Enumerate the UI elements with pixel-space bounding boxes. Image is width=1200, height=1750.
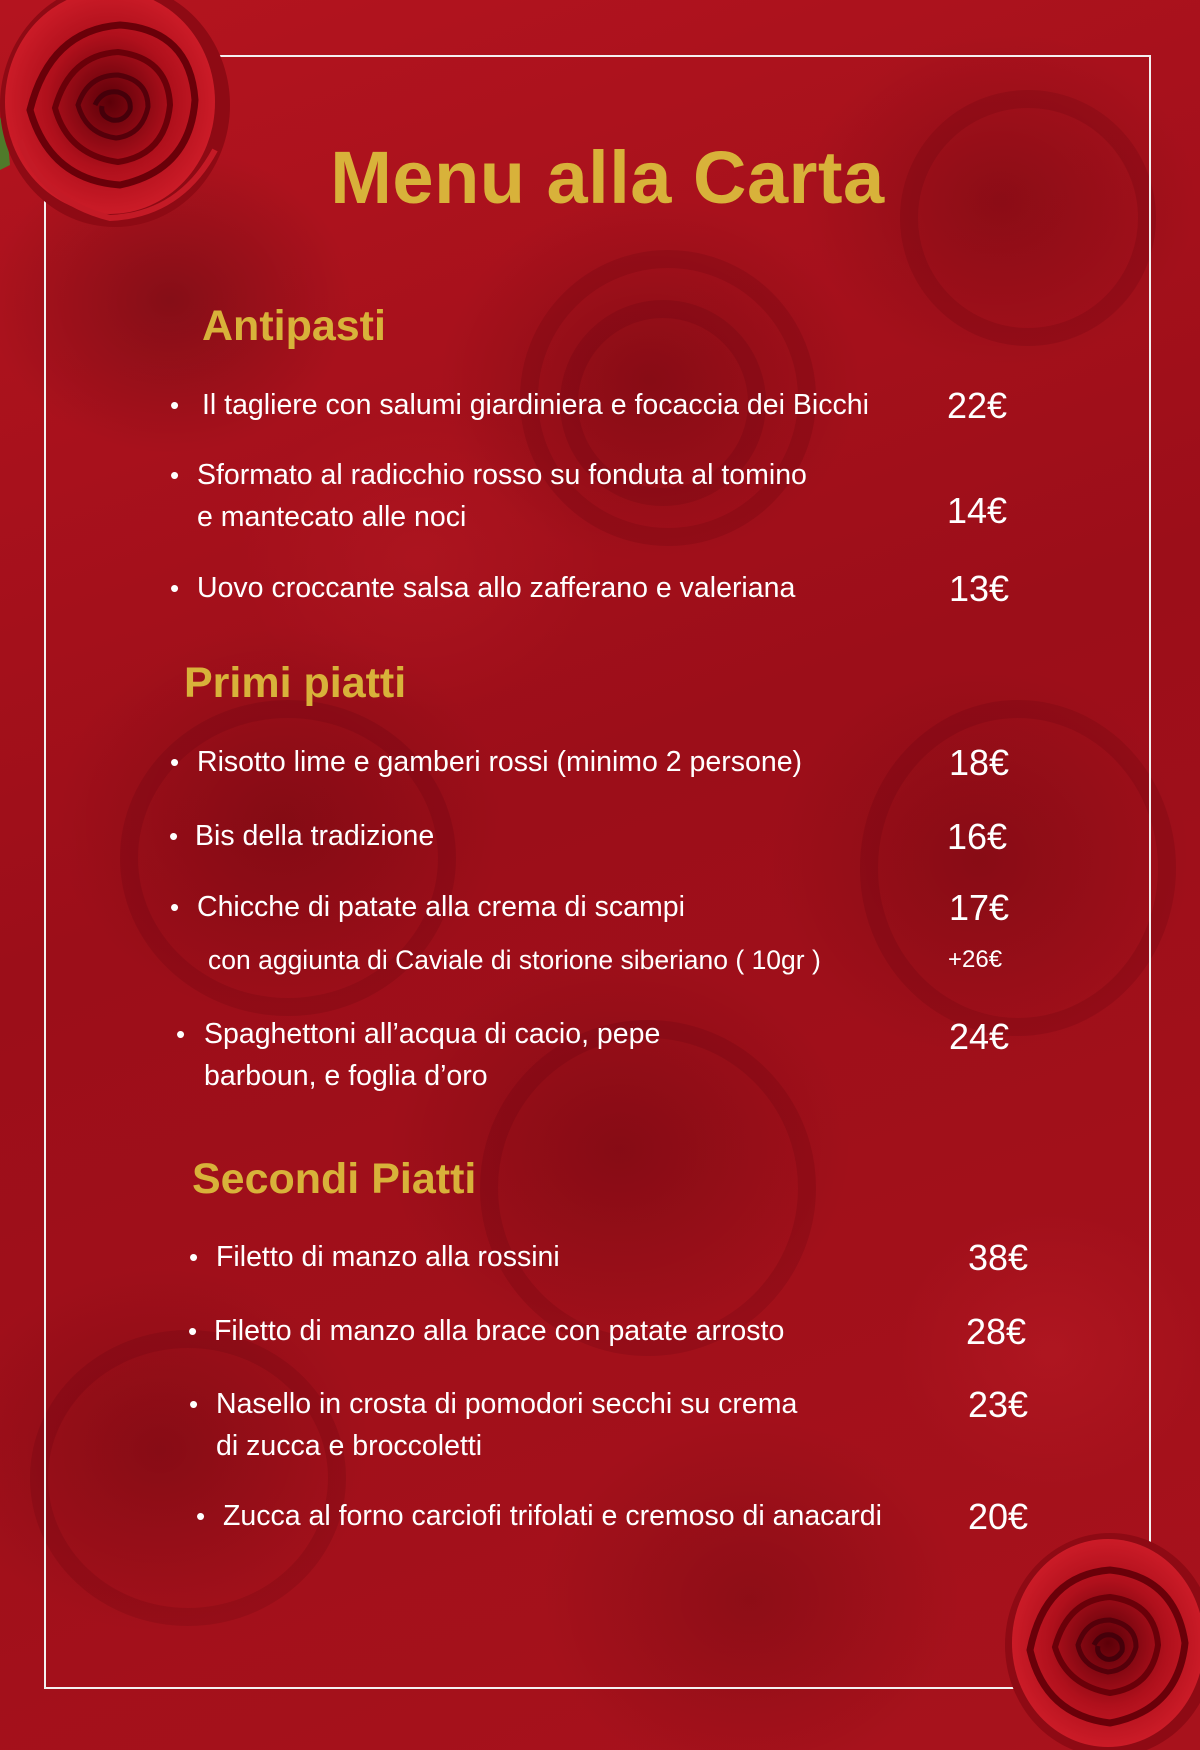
rose-icon	[1000, 1525, 1200, 1750]
menu-item-price: 14€	[947, 490, 1008, 531]
menu-item-name: Zucca al forno carciofi trifolati e cremoso di anacardi	[223, 1500, 882, 1532]
list-bullet: •	[176, 1019, 186, 1049]
menu-item-price: 18€	[949, 742, 1010, 783]
menu-item-price: 20€	[968, 1496, 1029, 1537]
menu-item-price: 24€	[949, 1016, 1010, 1057]
menu-item-name: Filetto di manzo alla brace con patate arrosto	[214, 1315, 785, 1347]
menu-item-price: 28€	[966, 1311, 1027, 1352]
list-bullet: •	[189, 1242, 199, 1272]
list-bullet: •	[170, 573, 180, 603]
section-heading-primi-piatti: Primi piatti	[184, 659, 407, 707]
section-heading-secondi-piatti: Secondi Piatti	[192, 1155, 477, 1203]
list-bullet: •	[189, 1389, 199, 1419]
section-heading-antipasti: Antipasti	[202, 302, 386, 350]
menu-title: Menu alla Carta	[330, 136, 885, 219]
menu-item-name: Chicche di patate alla crema di scampi	[197, 891, 685, 923]
menu-item-name-continued: barboun, e foglia d’oro	[204, 1060, 488, 1092]
list-bullet: •	[196, 1501, 206, 1531]
menu-item-addon-price: +26€	[948, 946, 1003, 973]
menu-item-name: Risotto lime e gamberi rossi (minimo 2 persone)	[197, 746, 803, 778]
menu-item-price: 23€	[968, 1384, 1029, 1425]
menu-item-price: 13€	[949, 568, 1010, 609]
menu-item-price: 16€	[947, 816, 1008, 857]
menu-item-addon: con aggiunta di Caviale di storione siberiano ( 10gr )	[208, 945, 821, 975]
menu-item-name: Spaghettoni all’acqua di cacio, pepe	[204, 1018, 661, 1050]
list-bullet: •	[170, 892, 180, 922]
menu-item-name-continued: e mantecato alle noci	[197, 501, 467, 533]
menu-item-name: Bis della tradizione	[195, 820, 435, 852]
menu-item-price: 17€	[949, 887, 1010, 928]
menu-item-name: Nasello in crosta di pomodori secchi su crema	[216, 1388, 798, 1420]
menu-item-name: Filetto di manzo alla rossini	[216, 1241, 560, 1273]
list-bullet: •	[170, 747, 180, 777]
list-bullet: •	[169, 821, 179, 851]
menu-item-name: Sformato al radicchio rosso su fonduta al tomino	[197, 459, 807, 491]
list-bullet: •	[188, 1316, 198, 1346]
menu-item-name: Il tagliere con salumi giardiniera e focaccia dei Bicchi	[202, 389, 869, 421]
menu-item-name-continued: di zucca e broccoletti	[216, 1430, 483, 1462]
list-bullet: •	[170, 390, 180, 420]
menu-frame-border	[44, 55, 1151, 1689]
menu-item-price: 38€	[968, 1237, 1029, 1278]
list-bullet: •	[170, 460, 180, 490]
menu-item-name: Uovo croccante salsa allo zafferano e valeriana	[197, 572, 796, 604]
menu-item-price: 22€	[947, 385, 1008, 426]
